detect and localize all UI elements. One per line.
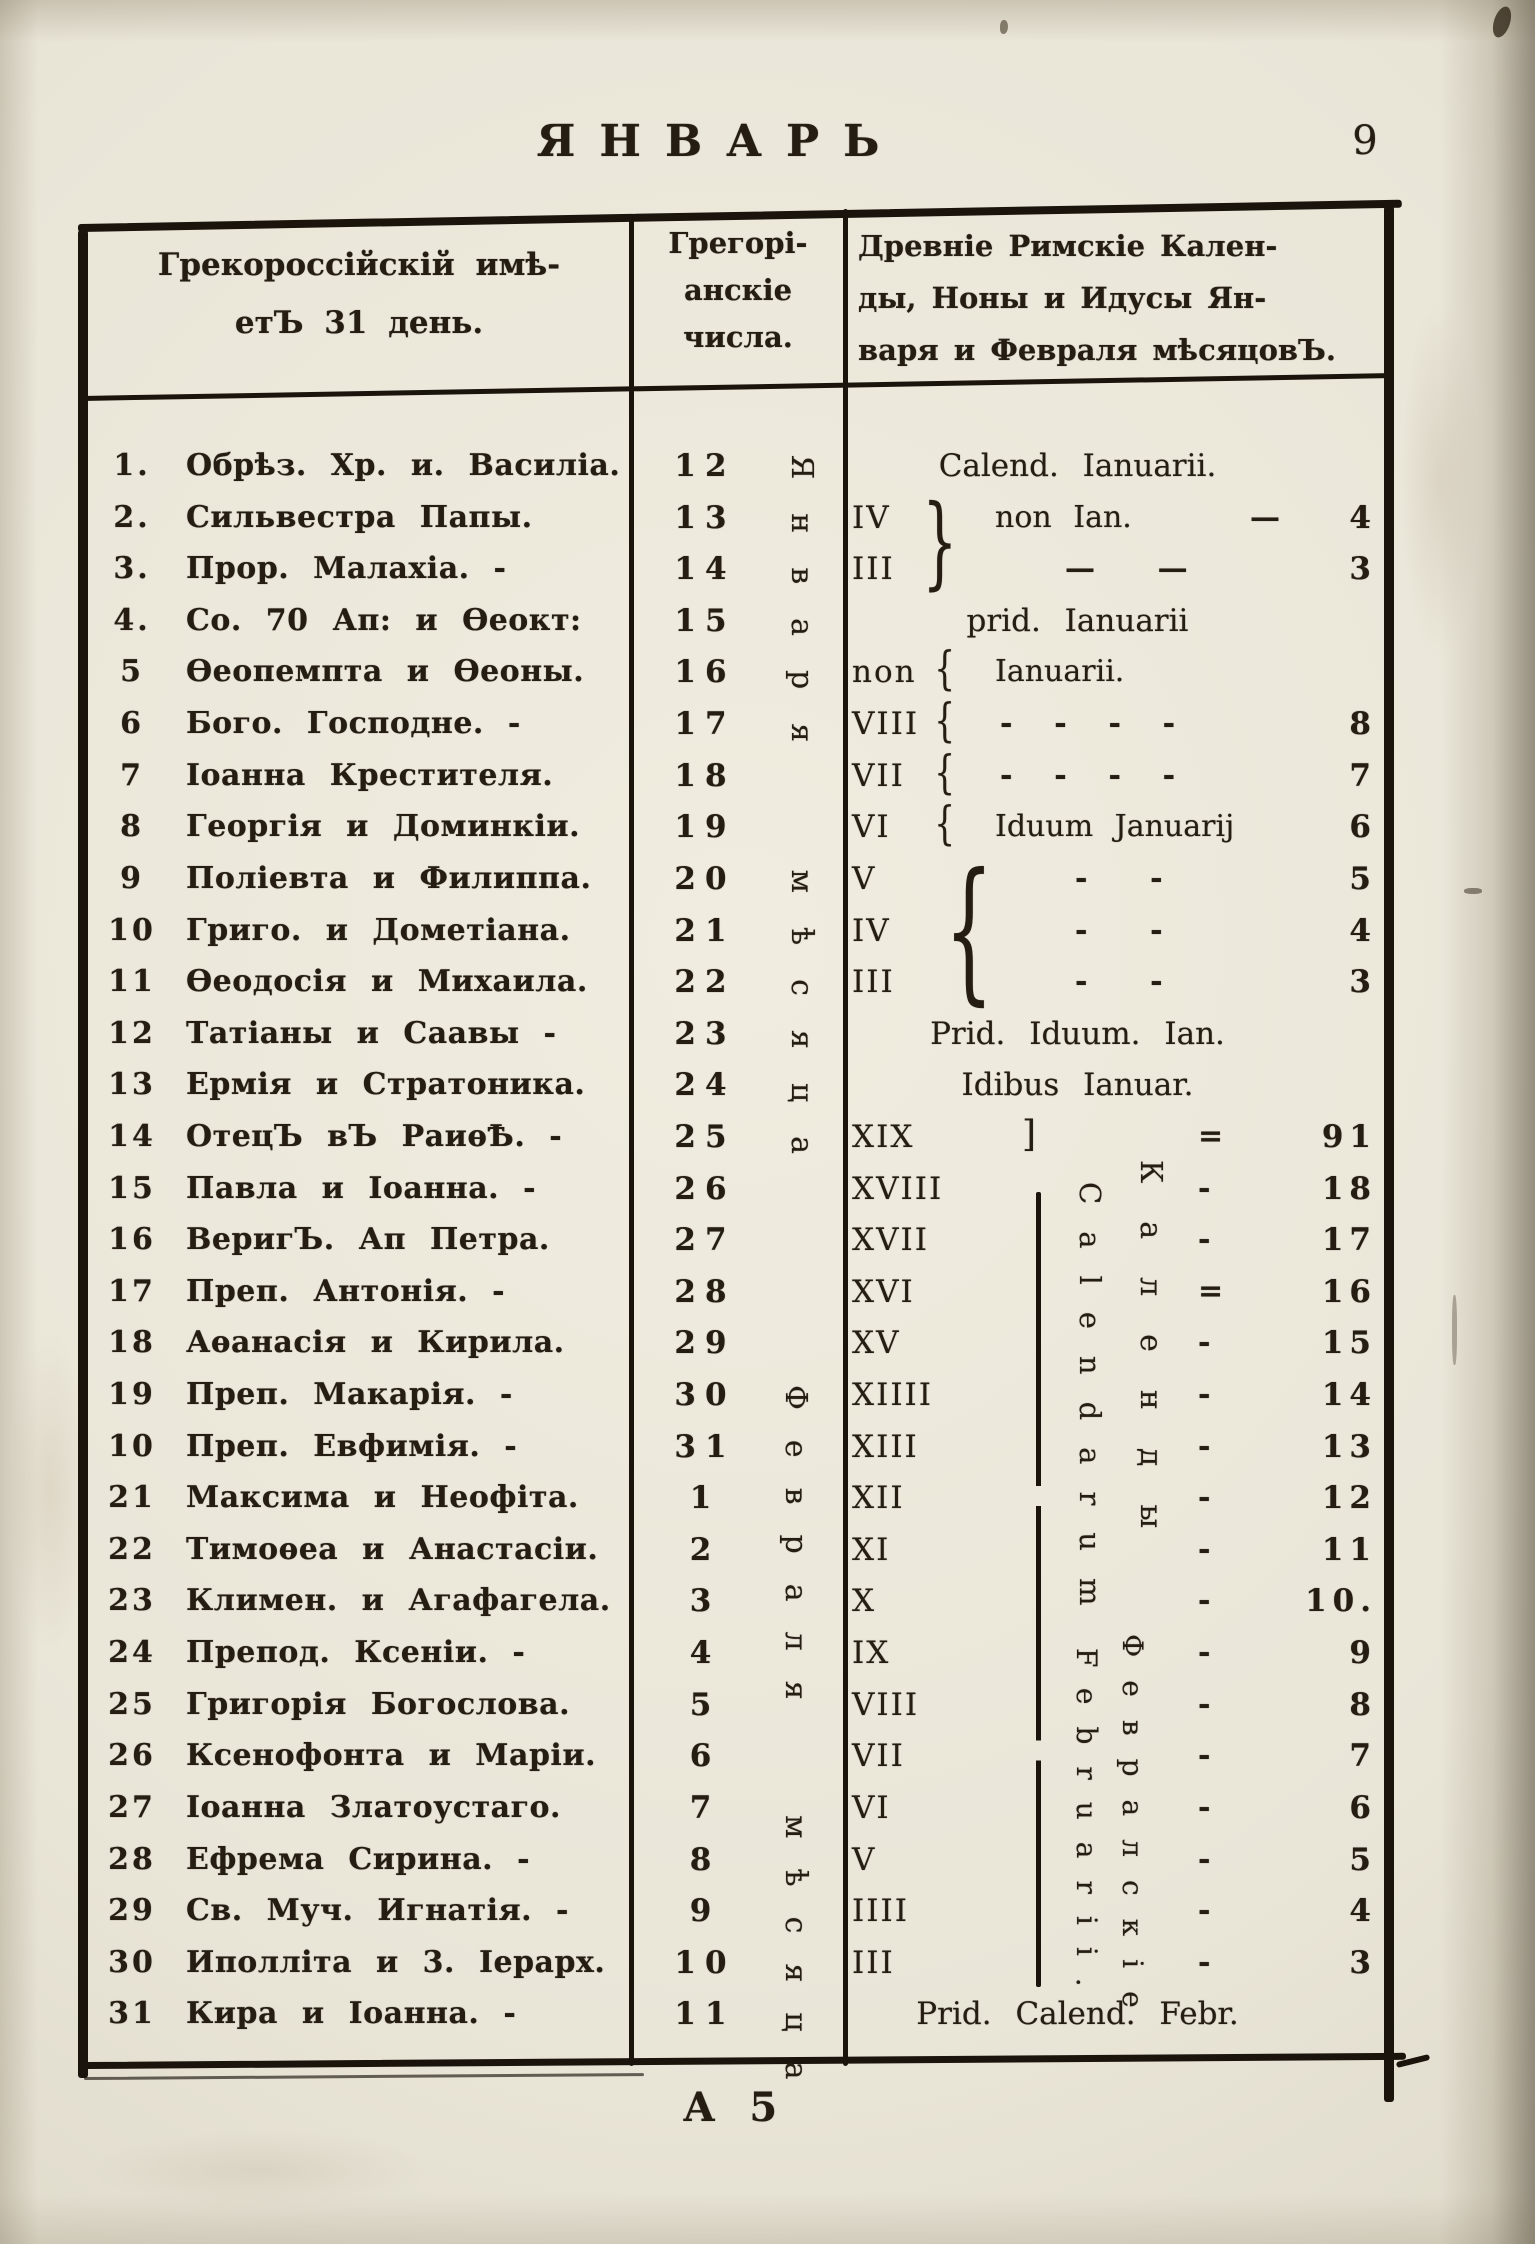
roman-numeral: XIX (852, 1118, 915, 1155)
day-number: 21 (108, 1480, 156, 1516)
roman-calendar-text: Iduum Januarij (995, 809, 1235, 845)
day-number: 6 (120, 706, 144, 741)
day-number: 8 (120, 809, 144, 845)
saint-name: Тимоѳеа и Анастасіи. (186, 1531, 599, 1567)
roman-numeral: IX (852, 1635, 891, 1671)
gregorian-number: 17 (674, 706, 736, 742)
roman-day-number: 5 (1349, 1841, 1377, 1878)
row-28-name-cell (92, 1834, 637, 1886)
saint-name: Препод. Ксеніи. - (186, 1635, 526, 1670)
row-19-name-cell (92, 1369, 637, 1421)
dash-fill: - - - - (1000, 757, 1176, 793)
roman-calendar-cell (850, 1730, 1387, 1782)
header-line: анскіе (683, 273, 793, 307)
gregorian-number: 28 (674, 1273, 736, 1310)
gathering-signature: А 5 (682, 2084, 778, 2131)
roman-calendar-cell (850, 543, 1387, 595)
roman-numeral: VI (852, 809, 891, 846)
saint-name: Преп. Макарія. - (186, 1377, 513, 1412)
gregorian-number: 29 (674, 1325, 736, 1362)
column-header-gregorian (638, 220, 838, 361)
roman-calendar-text: Ianuarii. (995, 654, 1125, 690)
roman-calendar-cell (850, 1008, 1387, 1060)
roman-day-number: 4 (1349, 499, 1377, 536)
gregorian-number: 9 (689, 1893, 721, 1930)
dash-fill: - - - - (1000, 706, 1176, 741)
roman-numeral: III (852, 964, 895, 1001)
roman-calendar-text: prid. Ianuarii (966, 602, 1189, 639)
day-number: 24 (108, 1635, 156, 1670)
roman-numeral: VIII (852, 1686, 920, 1723)
roman-day-number: 9 (1349, 1635, 1377, 1671)
gregorian-number: 5 (689, 1686, 721, 1723)
roman-day-number: 14 (1321, 1377, 1377, 1413)
row-6-name-cell (92, 698, 637, 750)
row-14-name-cell (92, 1111, 637, 1163)
saint-name: Аѳанасія и Кирила. (186, 1325, 565, 1361)
saint-name: Св. Муч. Игнатія. - (186, 1893, 569, 1929)
roman-calendar-cell (850, 1679, 1387, 1731)
header-line: Древніе Римскіе Кален- (858, 229, 1278, 263)
row-12-name-cell (92, 1008, 637, 1060)
roman-calendar-cell (850, 440, 1387, 492)
gregorian-number: 24 (674, 1067, 736, 1104)
roman-calendar-cell (850, 905, 1387, 957)
paper-stain (1400, 300, 1480, 660)
row-9-name-cell (92, 853, 637, 905)
day-number: 22 (108, 1531, 156, 1567)
ink-spot (1452, 1295, 1457, 1365)
day-number: 9 (120, 860, 144, 896)
roman-numeral: IV (852, 912, 891, 949)
roman-day-number: 4 (1349, 1893, 1377, 1930)
day-number: 12 (108, 1015, 156, 1051)
brace-glyph: { (934, 693, 955, 747)
saint-name: Георгія и Доминкіи. (186, 809, 581, 845)
row-15-name-cell (92, 1163, 637, 1215)
dash-fill: - (1198, 1170, 1211, 1206)
roman-numeral: XI (852, 1531, 891, 1568)
saint-name: Ефрема Сирина. - (186, 1841, 531, 1877)
vertical-label-february-month: Февраля мѣсяца (778, 1385, 813, 2110)
gregorian-number: 14 (674, 551, 736, 588)
gregorian-number: 4 (689, 1635, 721, 1671)
saint-name: Преп. Евфимія. - (186, 1428, 518, 1464)
roman-calendar-cell (850, 1782, 1387, 1834)
saint-name: Татіаны и Саавы - (186, 1015, 557, 1051)
gregorian-number: 26 (674, 1170, 736, 1207)
gregorian-number: 19 (674, 809, 736, 846)
roman-calendar-cell (850, 641, 1387, 698)
dash-fill: - (1198, 1635, 1211, 1670)
row-8-name-cell (92, 801, 637, 853)
dash-fill: - (1198, 1893, 1211, 1929)
roman-numeral: V (852, 1841, 877, 1878)
row-31-name-cell (92, 1988, 637, 2040)
gregorian-number: 1 (689, 1480, 721, 1517)
dash-fill: — (1250, 499, 1280, 535)
brace-glyph: { (934, 744, 955, 799)
brace-glyph-nones: } (922, 483, 958, 600)
roman-numeral: XIIII (852, 1377, 934, 1413)
gregorian-number: 6 (689, 1738, 721, 1775)
dash-fill: = (1198, 1273, 1224, 1309)
gregorian-number: 15 (674, 602, 736, 639)
roman-day-number: 10. (1305, 1583, 1377, 1620)
dash-fill: - (1198, 1583, 1211, 1619)
gregorian-number: 27 (674, 1222, 736, 1259)
roman-day-number: 17 (1321, 1222, 1377, 1259)
gregorian-number: 21 (674, 912, 736, 949)
column-divider-2 (843, 209, 848, 2066)
day-number: 10 (108, 912, 156, 948)
page-edge-shadow-top (0, 0, 1535, 42)
gregorian-number: 10 (674, 1944, 736, 1981)
vertical-label-februarii: Februarii. (1070, 1648, 1103, 2009)
roman-calendar-cell (850, 744, 1387, 802)
roman-numeral: XV (852, 1325, 901, 1362)
column-header-greco-russian (95, 236, 623, 352)
gregorian-number: 8 (689, 1841, 721, 1878)
row-25-name-cell (92, 1679, 637, 1731)
gregorian-number: 25 (674, 1118, 736, 1155)
day-number: 3. (113, 551, 151, 587)
brace-glyph: { (934, 641, 955, 696)
header-line: ды, Ноны и Идусы Ян- (858, 281, 1267, 315)
roman-day-number: 5 (1349, 860, 1377, 897)
row-20-name-cell (92, 1421, 637, 1473)
vertical-label-fevralskie: Февралскіе (1116, 1634, 1149, 2031)
roman-day-number: 8 (1349, 706, 1377, 742)
header-line: Грекороссійскій имѣ- (157, 247, 561, 283)
row-24-name-cell (92, 1627, 637, 1679)
roman-day-number: 13 (1321, 1428, 1377, 1465)
saint-name: Иполліта и 3. Іерарх. (186, 1944, 606, 1980)
row-13-name-cell (92, 1059, 637, 1111)
roman-day-number: 6 (1349, 809, 1377, 846)
dash-fill: - (1198, 1738, 1211, 1774)
gregorian-number: 3 (689, 1583, 721, 1620)
roman-calendar-text: Idibus Ianuar. (961, 1067, 1194, 1104)
roman-calendar-cell (850, 1317, 1387, 1369)
roman-day-number: 16 (1321, 1273, 1377, 1310)
saint-name: Сильвестра Папы. (186, 499, 533, 535)
day-number: 19 (108, 1377, 156, 1412)
day-number: 30 (108, 1944, 156, 1980)
roman-calendar-cell (850, 595, 1387, 647)
row-26-name-cell (92, 1730, 637, 1782)
roman-numeral: XIII (852, 1428, 919, 1465)
day-number: 11 (108, 964, 156, 1000)
day-number: 14 (108, 1118, 156, 1154)
roman-numeral: V (852, 860, 877, 897)
dash-fill: - - (1075, 860, 1163, 896)
row-23-name-cell (92, 1575, 637, 1627)
gregorian-number: 12 (674, 448, 736, 484)
header-line: варя и Февраля мѣсяцовЪ. (858, 333, 1336, 367)
roman-numeral: XVII (852, 1222, 929, 1259)
row-5-name-cell (92, 646, 637, 698)
day-number: 26 (108, 1738, 156, 1774)
day-number: 5 (120, 654, 144, 690)
row-27-name-cell (92, 1782, 637, 1834)
row-17-name-cell (92, 1266, 637, 1318)
row-22-name-cell (92, 1524, 637, 1576)
paper-stain (90, 2130, 430, 2210)
roman-numeral: VII (852, 1738, 905, 1775)
roman-day-number: 3 (1349, 551, 1377, 588)
page-edge-shadow-left (0, 0, 38, 2244)
saint-name: Ѳеопемпта и Ѳеоны. (186, 654, 585, 690)
roman-numeral: VI (852, 1789, 891, 1826)
day-number: 10 (108, 1428, 156, 1464)
roman-numeral: IV (852, 499, 891, 536)
dash-fill: - (1198, 1686, 1211, 1722)
brace-glyph-ides: { (944, 841, 994, 1020)
dash-fill: - (1198, 1222, 1211, 1258)
saint-name: Іоанна Златоустаго. (186, 1789, 561, 1825)
roman-day-number: 4 (1349, 912, 1377, 949)
roman-calendar-text: Prid. Iduum. Ian. (930, 1015, 1225, 1052)
header-line: числа. (683, 320, 793, 354)
roman-calendar-cell (850, 492, 1387, 544)
roman-numeral: XVI (852, 1273, 915, 1310)
roman-calendar-text: Calend. Ianuarii. (938, 448, 1217, 484)
saint-name: Григо. и Дометіана. (186, 912, 571, 948)
day-number: 15 (108, 1170, 156, 1206)
row-29-name-cell (92, 1885, 637, 1937)
roman-day-number: 3 (1349, 1944, 1377, 1981)
dash-fill: - (1198, 1841, 1211, 1877)
dash-fill: - - (1075, 964, 1163, 1000)
dash-fill: - (1198, 1428, 1211, 1464)
roman-day-number: 15 (1321, 1325, 1377, 1362)
vertical-label-january-month: Января мѣсяца (784, 455, 819, 1188)
roman-numeral: XVIII (852, 1170, 944, 1207)
roman-calendar-cell (850, 1059, 1387, 1111)
vertical-label-kalendy: Календы (1133, 1160, 1168, 1567)
header-line: етЪ 31 день. (234, 305, 484, 341)
header-underline-rule (80, 373, 1390, 401)
page-number: 9 (1352, 118, 1378, 164)
saint-name: Поліевта и Филиппа. (186, 860, 592, 896)
vertical-label-calendarum: Calendarum (1073, 1182, 1107, 1633)
dash-fill: — — (1065, 551, 1188, 587)
dash-fill: - (1198, 1531, 1211, 1567)
brace-glyph: { (934, 796, 955, 851)
saint-name: Со. 70 Ап: и Ѳеокт: (186, 602, 582, 638)
dash-fill: - (1198, 1377, 1211, 1412)
ink-spot (1464, 888, 1482, 894)
row-10-name-cell (92, 905, 637, 957)
day-number: 2. (113, 499, 151, 535)
dash-fill: = (1198, 1118, 1224, 1154)
roman-numeral: X (852, 1583, 877, 1620)
dash-fill: - (1198, 1944, 1211, 1980)
gregorian-number: 31 (674, 1428, 736, 1465)
roman-day-number: 12 (1321, 1480, 1377, 1517)
roman-calendar-cell (850, 1163, 1387, 1215)
saint-name: Ермія и Стратоника. (186, 1067, 586, 1103)
gregorian-number: 11 (674, 1996, 736, 2033)
day-number: 28 (108, 1841, 156, 1877)
roman-numeral: III (852, 1944, 895, 1981)
row-11-name-cell (92, 956, 637, 1008)
saint-name: Ксенофонта и Маріи. (186, 1738, 597, 1774)
table-bottom-rule-2 (84, 2073, 644, 2080)
gregorian-number: 16 (674, 654, 736, 691)
roman-day-number: 6 (1349, 1789, 1377, 1826)
saint-name: Прор. Малахіа. - (186, 551, 507, 587)
roman-numeral: VII (852, 757, 905, 794)
roman-calendar-cell (850, 796, 1387, 853)
roman-calendar-cell (850, 853, 1387, 905)
roman-calendar-text: Prid. Calend. Febr. (916, 1996, 1239, 2033)
row-3-name-cell (92, 543, 637, 595)
roman-numeral: IIII (852, 1893, 909, 1930)
saint-name: ВеригЪ. Ап Петра. (186, 1222, 550, 1258)
gregorian-number: 30 (674, 1377, 736, 1413)
roman-day-number: 7 (1349, 1738, 1377, 1775)
roman-calendar-cell (850, 1834, 1387, 1886)
day-number: 16 (108, 1222, 156, 1258)
saint-name: Павла и Іоанна. - (186, 1170, 537, 1206)
roman-calendar-cell (850, 956, 1387, 1008)
gregorian-number: 20 (674, 860, 736, 897)
saint-name: ОтецЪ вЪ РаиѳѢ. - (186, 1118, 563, 1154)
brace-glyph: ] (1022, 1113, 1037, 1155)
roman-calendar-cell (850, 1266, 1387, 1318)
saint-name: Ѳеодосія и Михаила. (186, 964, 588, 1000)
row-2-name-cell (92, 492, 637, 544)
roman-calendar-cell (850, 1627, 1387, 1679)
day-number: 31 (108, 1996, 156, 2032)
row-1-name-cell (92, 440, 637, 492)
roman-calendar-cell (850, 1937, 1387, 1989)
gregorian-number: 18 (674, 757, 736, 794)
day-number: 18 (108, 1325, 156, 1361)
dash-fill: - (1198, 1789, 1211, 1825)
day-number: 1. (113, 448, 151, 483)
saint-name: Климен. и Агафагела. (186, 1583, 611, 1619)
day-number: 23 (108, 1583, 156, 1619)
row-4-name-cell (92, 595, 637, 647)
day-number: 29 (108, 1893, 156, 1929)
roman-day-number: 18 (1321, 1170, 1377, 1207)
roman-calendar-cell (850, 1524, 1387, 1576)
saint-name: Преп. Антонія. - (186, 1273, 506, 1309)
roman-calendar-cell (850, 1214, 1387, 1266)
gregorian-number: 23 (674, 1015, 736, 1052)
row-18-name-cell (92, 1317, 637, 1369)
roman-day-number: 8 (1349, 1686, 1377, 1723)
saint-name: Максима и Неофіта. (186, 1480, 579, 1516)
day-number: 17 (108, 1273, 156, 1309)
roman-day-number: 11 (1321, 1531, 1377, 1568)
dash-fill: - - (1075, 912, 1163, 948)
roman-calendar-cell (850, 1111, 1387, 1163)
day-number: 27 (108, 1789, 156, 1825)
roman-calendar-text: non Ian. (995, 499, 1132, 535)
roman-calendar-cell (850, 1988, 1387, 2040)
saint-name: Григорія Богослова. (186, 1686, 571, 1722)
day-number: 25 (108, 1686, 156, 1722)
roman-calendar-cell (850, 693, 1387, 750)
roman-calendar-cell (850, 1472, 1387, 1524)
dash-fill: - (1198, 1325, 1211, 1361)
row-21-name-cell (92, 1472, 637, 1524)
row-16-name-cell (92, 1214, 637, 1266)
day-number: 7 (120, 757, 144, 793)
roman-numeral: III (852, 551, 895, 588)
roman-calendar-cell (850, 1575, 1387, 1627)
dash-fill: - (1198, 1480, 1211, 1516)
roman-day-number: 91 (1321, 1118, 1377, 1155)
day-number: 13 (108, 1067, 156, 1103)
saint-name: Кира и Іоанна. - (186, 1996, 517, 2032)
day-number: 4. (113, 602, 151, 638)
table-bottom-rule (84, 2053, 1406, 2069)
roman-numeral: XII (852, 1480, 905, 1517)
column-header-roman-calends (858, 220, 1383, 376)
page-title: ЯНВАРЬ (536, 116, 904, 167)
header-line: Грегорі- (668, 226, 808, 260)
roman-day-number: 7 (1349, 757, 1377, 794)
saint-name: Іоанна Крестителя. (186, 757, 554, 793)
roman-numeral: non (852, 654, 917, 691)
saint-name: Обрѣз. Хр. и. Василіа. (186, 448, 621, 483)
roman-calendar-cell (850, 1369, 1387, 1421)
gregorian-number: 13 (674, 499, 736, 536)
row-30-name-cell (92, 1937, 637, 1989)
roman-calendar-cell (850, 1421, 1387, 1473)
saint-name: Бого. Господне. - (186, 706, 521, 741)
gregorian-number: 2 (689, 1531, 721, 1568)
roman-numeral: VIII (852, 706, 920, 742)
roman-day-number: 3 (1349, 964, 1377, 1001)
gregorian-number: 22 (674, 964, 736, 1001)
roman-calendar-cell (850, 1885, 1387, 1937)
gregorian-number: 7 (689, 1789, 721, 1826)
row-7-name-cell (92, 750, 637, 802)
table-left-border (78, 230, 88, 2078)
